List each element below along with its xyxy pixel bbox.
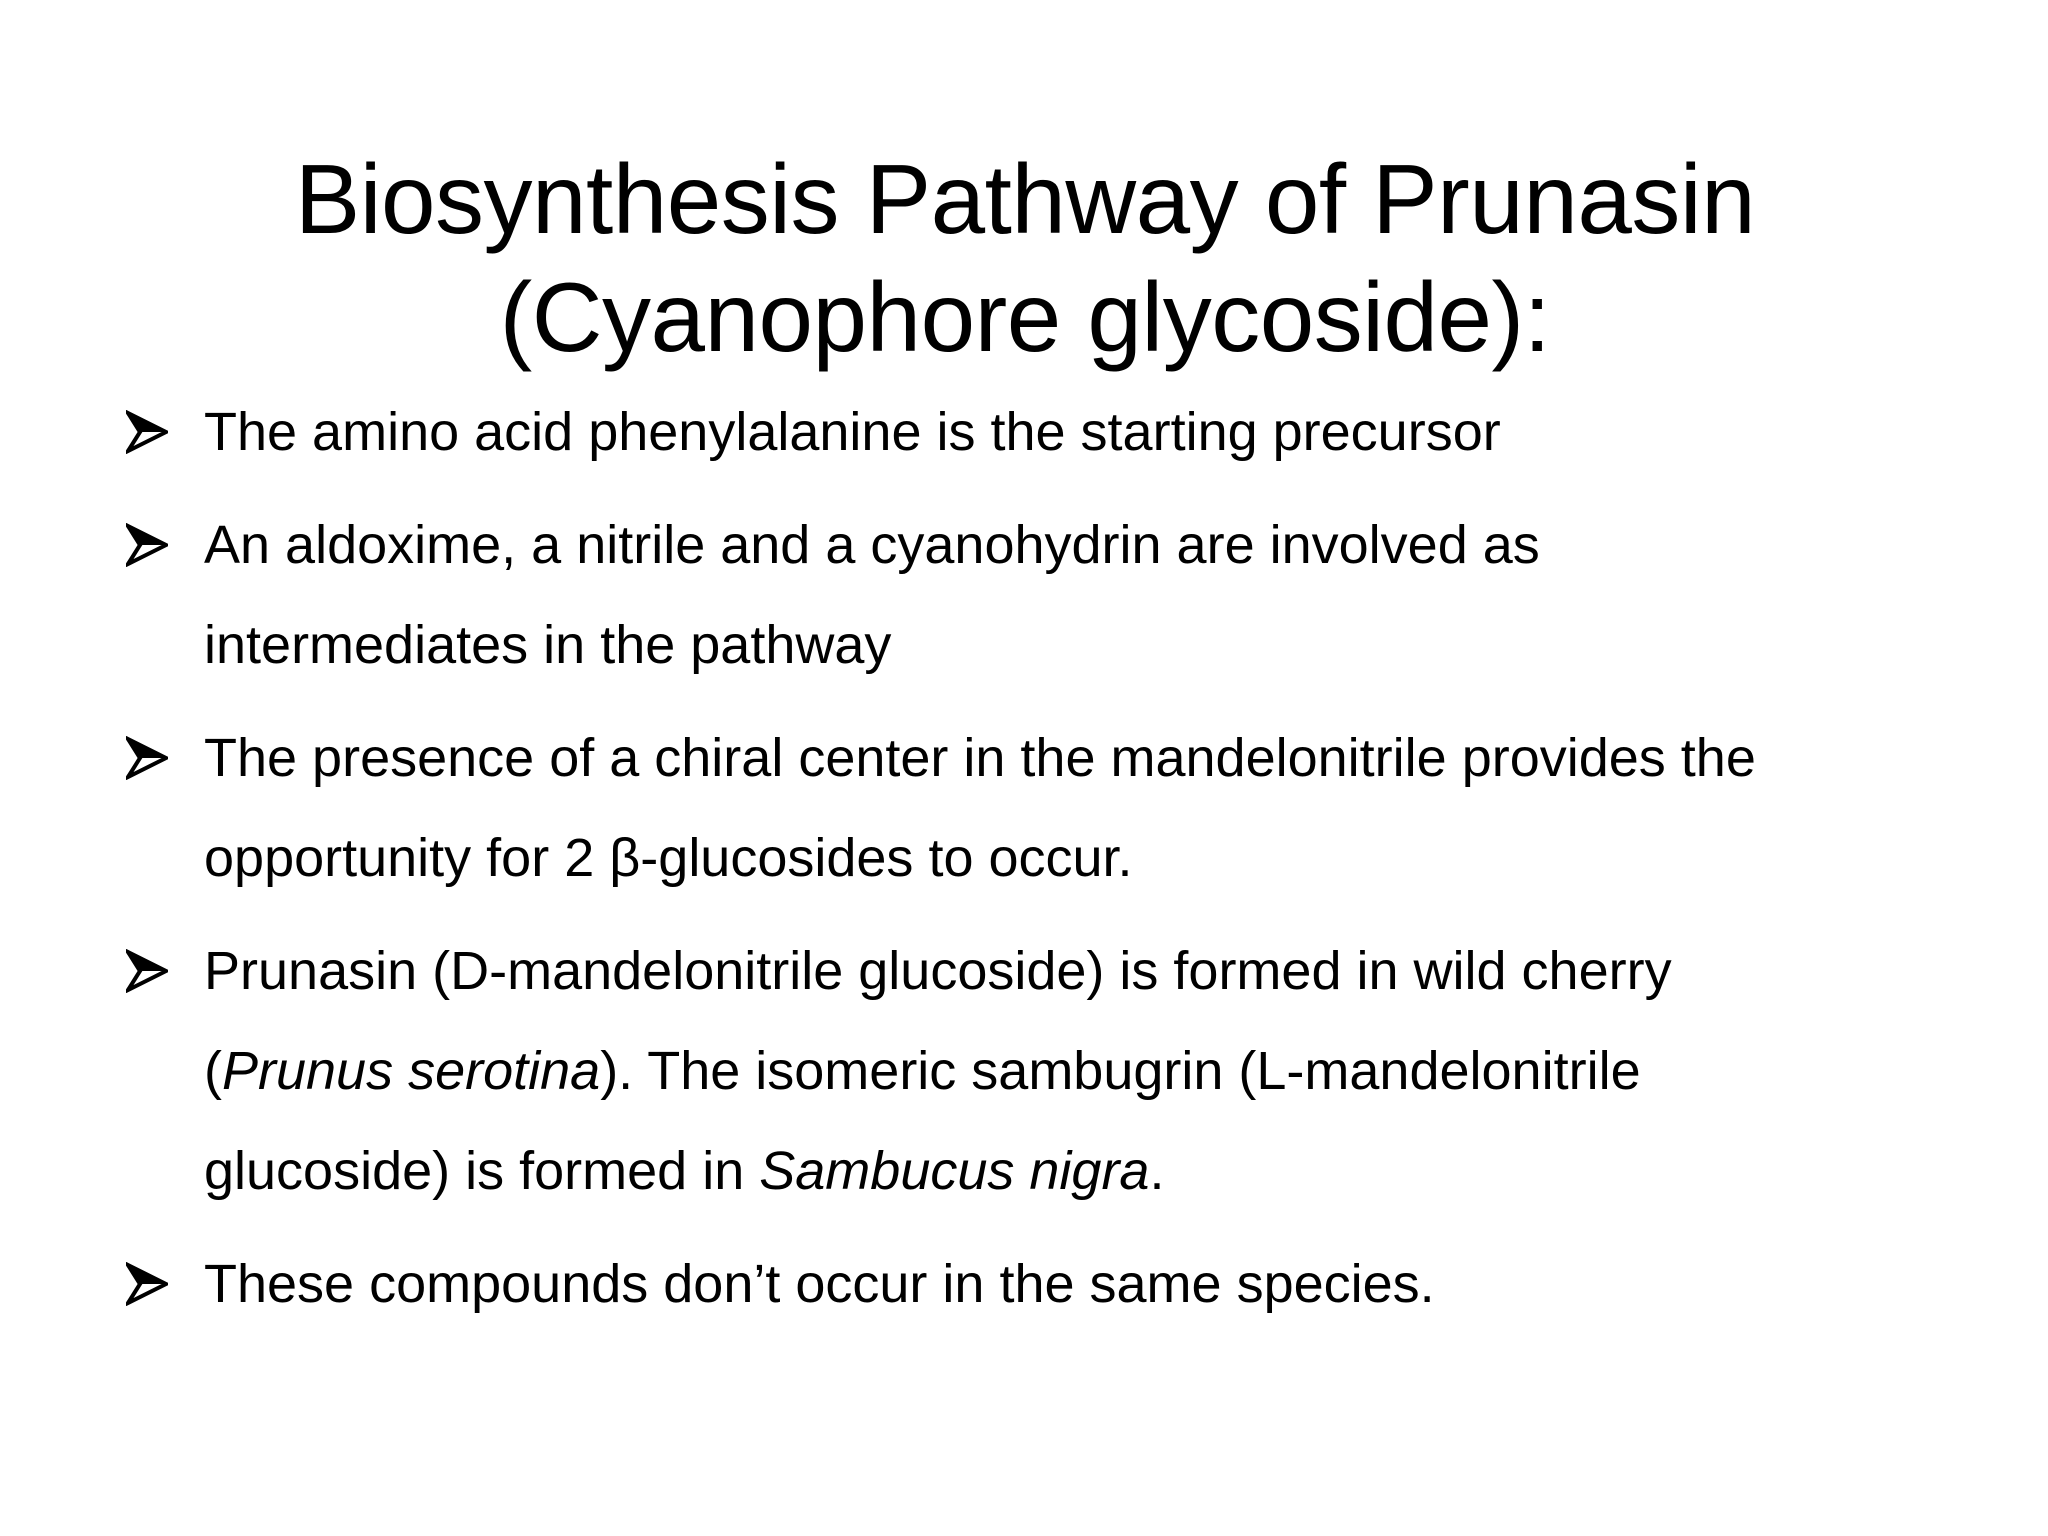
text-span: These compounds don’t occur in the same species. [204, 1254, 1435, 1314]
bullet-text [204, 495, 1926, 695]
bullet-line [204, 595, 1926, 695]
bullet-line [204, 1121, 1926, 1221]
bullet-text [204, 1234, 1926, 1334]
text-span: intermediates in the pathway [204, 615, 892, 675]
title-line-1: Biosynthesis Pathway of Prunasin [294, 143, 1756, 254]
text-span: The amino acid phenylalanine is the starting precursor [204, 402, 1501, 462]
species-name-italic: Sambucus nigra [759, 1141, 1150, 1201]
text-span: ( [204, 1041, 222, 1101]
text-span: ). The isomeric sambugrin (L-mandelonitrile [600, 1041, 1641, 1101]
text-span: opportunity for 2 β-glucosides to occur. [204, 828, 1133, 888]
bullet-line [204, 921, 1926, 1021]
bullet-list [126, 382, 1926, 1347]
species-name-italic: Prunus serotina [221, 1041, 601, 1101]
bullet-item [126, 921, 1926, 1221]
bullet-text [204, 708, 1926, 908]
bullet-item [126, 382, 1926, 482]
arrowhead-bullet-icon [126, 736, 168, 780]
bullet-text [204, 382, 1926, 482]
text-span: . [1149, 1141, 1165, 1201]
bullet-line [204, 808, 1926, 908]
text-span: The presence of a chiral center in the mandelonitrile provides the [204, 728, 1756, 788]
bullet-line [204, 708, 1926, 808]
slide-title [180, 140, 1870, 376]
text-span: Prunasin (D-mandelonitrile glucoside) is formed in wild cherry [204, 941, 1672, 1001]
arrowhead-bullet-icon [126, 1262, 168, 1306]
text-span: glucoside) is formed in [204, 1141, 760, 1201]
bullet-line [204, 1234, 1926, 1334]
bullet-item [126, 495, 1926, 695]
arrowhead-bullet-icon [126, 410, 168, 454]
title-line-2: (Cyanophore glycoside): [499, 261, 1551, 372]
text-span: An aldoxime, a nitrile and a cyanohydrin are involved as [204, 515, 1540, 575]
bullet-item [126, 708, 1926, 908]
bullet-line [204, 1021, 1926, 1121]
arrowhead-bullet-icon [126, 949, 168, 993]
bullet-line [204, 495, 1926, 595]
arrowhead-bullet-icon [126, 523, 168, 567]
bullet-line [204, 382, 1926, 482]
bullet-item [126, 1234, 1926, 1334]
bullet-text [204, 921, 1926, 1221]
